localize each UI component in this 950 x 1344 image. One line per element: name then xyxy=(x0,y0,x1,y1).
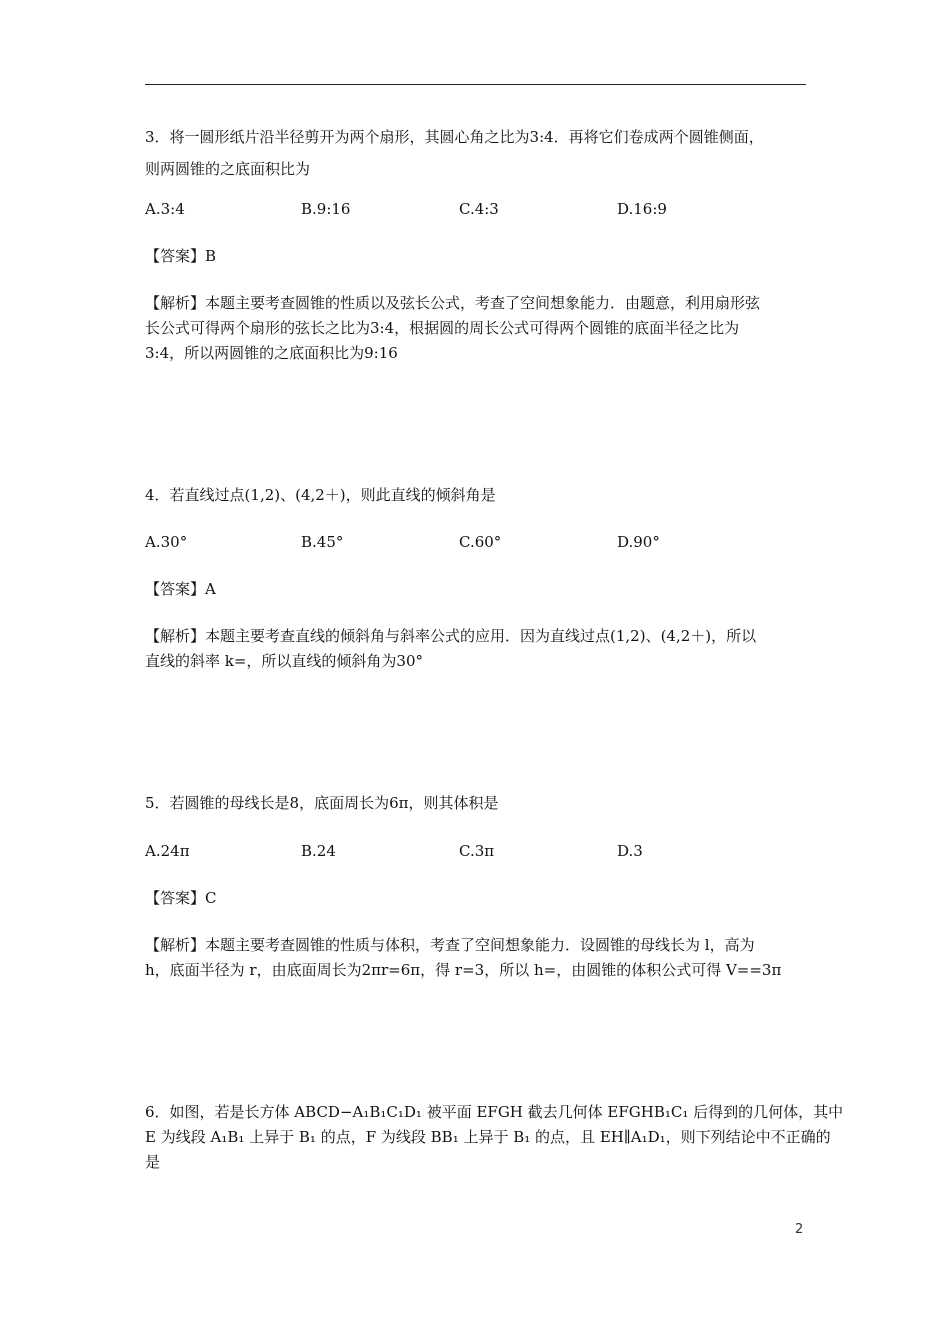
analysis-line: 直线的斜率 k=，所以直线的倾斜角为30° xyxy=(145,652,424,670)
page-number: 2 xyxy=(795,1222,804,1237)
analysis-line: 【解析】本题主要考查直线的倾斜角与斜率公式的应用．因为直线过点(1,2)、(4,2＋)，所以 xyxy=(145,627,757,645)
question-4-answer: 【答案】A xyxy=(145,580,216,598)
stem-line: E 为线段 A₁B₁ 上异于 B₁ 的点，F 为线段 BB₁ 上异于 B₁ 的点，且 EH∥A₁D₁，则下列结论中不正确的 xyxy=(145,1128,831,1146)
stem-line: 6．如图，若是长方体 ABCD−A₁B₁C₁D₁ 被平面 EFGH 截去几何体 EFGHB₁C₁ 后得到的几何体，其中 xyxy=(145,1103,844,1121)
question-6-stem xyxy=(145,1101,844,1173)
option-b: B.24 xyxy=(301,842,336,860)
question-3-stem xyxy=(145,126,810,180)
header-rule xyxy=(145,84,806,85)
option-a: A.3:4 xyxy=(145,200,185,218)
option-b: B.9:16 xyxy=(301,200,351,218)
analysis-line: 【解析】本题主要考查圆锥的性质与体积，考查了空间想象能力．设圆锥的母线长为 l，高为 xyxy=(145,936,755,954)
stem-line: 3．将一圆形纸片沿半径剪开为两个扇形，其圆心角之比为3:4．再将它们卷成两个圆锥侧面， xyxy=(145,128,764,146)
option-a: A.24π xyxy=(145,842,190,860)
question-4-analysis xyxy=(145,625,810,672)
option-a: A.30° xyxy=(145,533,188,551)
question-3-answer: 【答案】B xyxy=(145,247,217,265)
question-3-options xyxy=(145,198,810,220)
analysis-line: 【解析】本题主要考查圆锥的性质以及弦长公式，考查了空间想象能力．由题意，利用扇形弦 xyxy=(145,294,761,312)
question-3-analysis xyxy=(145,292,810,364)
question-5-stem xyxy=(145,792,810,814)
question-4-options xyxy=(145,531,810,553)
option-d: D.3 xyxy=(617,842,643,860)
question-5-analysis xyxy=(145,934,810,981)
option-d: D.90° xyxy=(617,533,660,551)
analysis-line: 3:4，所以两圆锥的之底面积比为9:16 xyxy=(145,344,398,362)
question-5-answer: 【答案】C xyxy=(145,889,217,907)
option-b: B.45° xyxy=(301,533,344,551)
option-c: C.3π xyxy=(459,842,495,860)
analysis-line: 长公式可得两个扇形的弦长之比为3:4，根据圆的周长公式可得两个圆锥的底面半径之比为 xyxy=(145,319,740,337)
question-4-stem xyxy=(145,484,810,506)
stem-line: 是 xyxy=(145,1153,161,1171)
option-c: C.60° xyxy=(459,533,502,551)
analysis-line: h，底面半径为 r，由底面周长为2πr=6π，得 r=3，所以 h=，由圆锥的体积公式可得 V==3π xyxy=(145,961,782,979)
stem-line: 4．若直线过点(1,2)、(4,2＋)，则此直线的倾斜角是 xyxy=(145,486,496,504)
stem-line: 5．若圆锥的母线长是8，底面周长为6π，则其体积是 xyxy=(145,794,499,812)
option-d: D.16:9 xyxy=(617,200,667,218)
stem-line: 则两圆锥的之底面积比为 xyxy=(145,160,311,178)
option-c: C.4:3 xyxy=(459,200,499,218)
question-5-options xyxy=(145,840,810,862)
